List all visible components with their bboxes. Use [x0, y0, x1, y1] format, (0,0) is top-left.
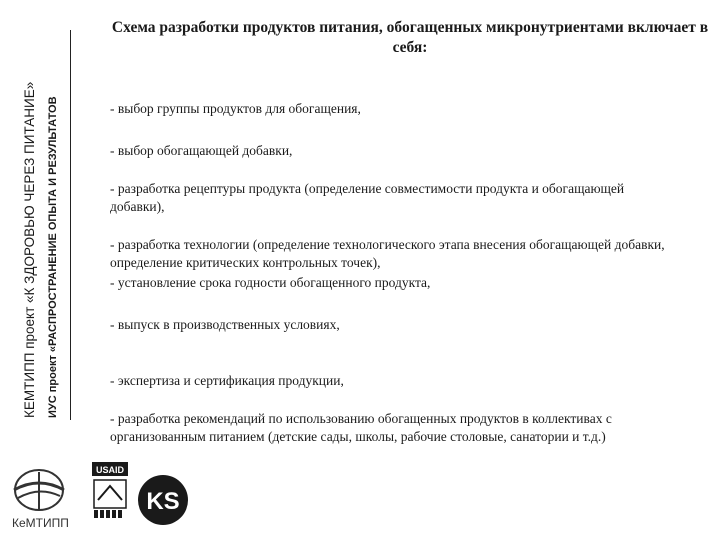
- svg-text:KS: KS: [146, 488, 180, 515]
- ius-project-label: ИУС проект «РАСПРОСТРАНЕНИЕ ОПЫТА И РЕЗУЛЬТАТОВ: [47, 96, 59, 418]
- svg-text:USAID: USAID: [95, 465, 125, 475]
- list-item: - разработка рецептуры продукта (определение совместимости продукта и обогащающей добавки),: [110, 181, 625, 214]
- list-item: - установление срока годности обогащенного продукта,: [110, 275, 431, 290]
- list-item: - разработка технологии (определение технологического этапа внесения обогащающей добавки, определение критических контрольных точек),: [110, 237, 665, 270]
- list-item: - экспертиза и сертификация продукции,: [110, 373, 344, 388]
- slide-title: Схема разработки продуктов питания, обогащенных микронутриентами включает в себя:: [111, 19, 709, 56]
- sidebar-divider: [70, 30, 71, 420]
- logo-strip: [0, 460, 200, 540]
- ksc-logo-icon: [134, 474, 192, 526]
- sidebar: [0, 0, 80, 460]
- usaid-logo-icon: [90, 460, 130, 520]
- list-item: - выбор группы продуктов для обогащения,: [110, 101, 361, 116]
- kemtipp-logo-icon: [8, 466, 70, 516]
- list-item: - выбор обогащающей добавки,: [110, 143, 293, 158]
- kemtipp-project-label: КЕМТИПП проект «К ЗДОРОВЬЮ ЧЕРЕЗ ПИТАНИЕ»: [22, 81, 37, 418]
- list-item: - выпуск в производственных условиях,: [110, 317, 340, 332]
- list-item: - разработка рекомендаций по использованию обогащенных продуктов в коллективах с организованным питанием (детские сады, школы, рабочие столовые, санатории и т.д.): [110, 411, 612, 444]
- kemtipp-logo-label: КеМТИПП: [12, 516, 69, 530]
